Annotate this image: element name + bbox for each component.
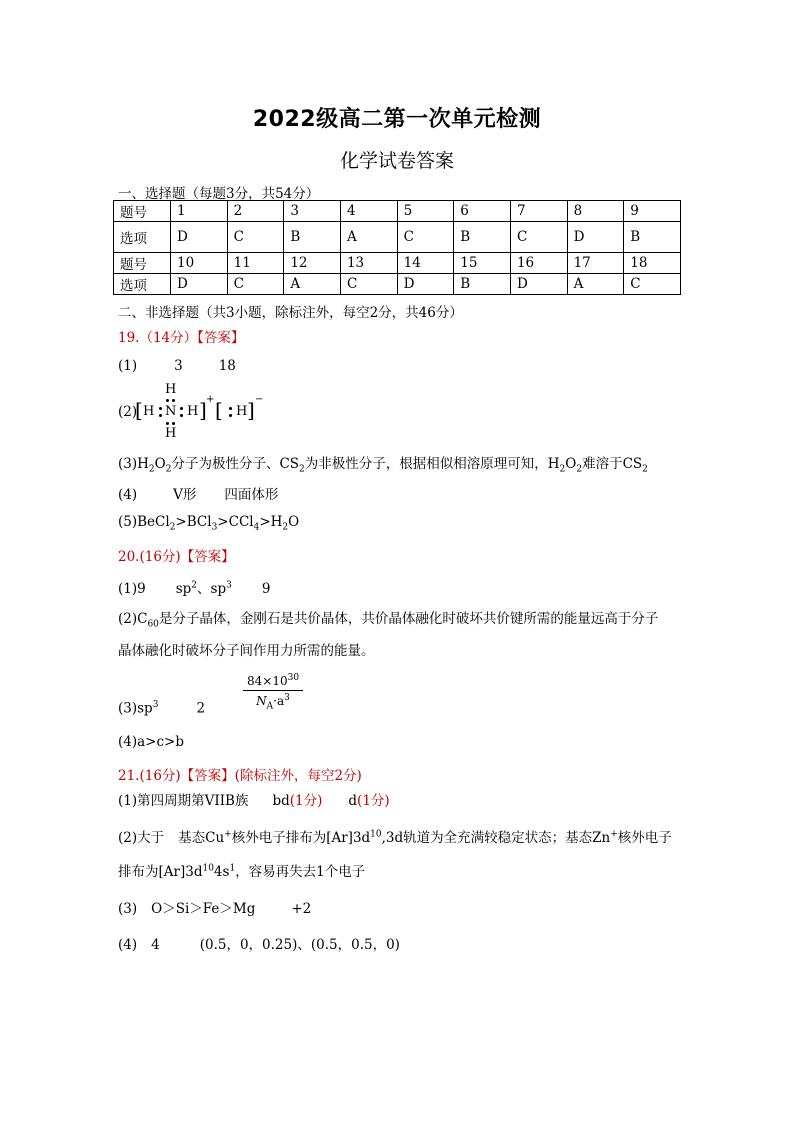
table-cell: D bbox=[171, 222, 228, 253]
part-label: (1) bbox=[118, 358, 138, 374]
table-cell: 5 bbox=[397, 201, 454, 222]
q21-part2: (2)大于 基态Cu+核外电子排布为$[Ar]3d^{10},3d$轨道为全充满较稳定状态；基态Zn+核外电子 bbox=[118, 829, 672, 846]
q20-part4: (4)a>c>b bbox=[118, 734, 184, 750]
atom: H bbox=[187, 404, 199, 419]
answer: 18 bbox=[218, 358, 236, 374]
atom: H bbox=[165, 426, 177, 441]
answer: 3 bbox=[174, 358, 183, 374]
bracket: ] bbox=[199, 398, 207, 422]
q19-part3: $(3)H_2O_2$分子为极性分子、$CS_2$为非极性分子，根据相似相溶原理可知，$H_2O_2$难溶于$CS_2$ bbox=[118, 456, 648, 475]
table-cell: 3 bbox=[284, 201, 341, 222]
q20-heading: 20.(16分)【答案】 bbox=[118, 549, 235, 565]
table-cell: A bbox=[567, 274, 624, 295]
table-cell: 选项 bbox=[114, 222, 171, 253]
q21-part3: (3) O＞Si＞Fe＞Mg +2 bbox=[118, 901, 312, 917]
table-cell: C bbox=[624, 274, 681, 295]
table-cell: C bbox=[227, 274, 284, 295]
table-cell: 13 bbox=[340, 253, 397, 274]
bracket: [ bbox=[215, 398, 223, 422]
table-cell: 17 bbox=[567, 253, 624, 274]
q20-part1: (1)9 $sp^2$、$sp^3$ 9 bbox=[118, 580, 271, 597]
q20-part2-cont: 晶体融化时破坏分子间作用力所需的能量。 bbox=[118, 643, 375, 659]
table-row bbox=[114, 274, 681, 295]
table-cell: 选项 bbox=[114, 274, 171, 295]
page-title: 2022级高二第一次单元检测 bbox=[252, 107, 542, 132]
table-cell: 15 bbox=[454, 253, 511, 274]
table-cell: 7 bbox=[510, 201, 567, 222]
q19-part2-label: (2) bbox=[118, 404, 138, 420]
table-cell: 8 bbox=[567, 201, 624, 222]
table-cell: 6 bbox=[454, 201, 511, 222]
table-row bbox=[114, 222, 681, 253]
table-cell: B bbox=[454, 274, 511, 295]
table-cell: D bbox=[397, 274, 454, 295]
table-cell: B bbox=[284, 222, 341, 253]
table-cell: 题号 bbox=[114, 253, 171, 274]
q19-part1 bbox=[118, 358, 236, 374]
atom: H bbox=[236, 404, 248, 419]
q21-part1: (1)第四周期第VIIB族 bd(1分) d(1分) bbox=[118, 793, 390, 809]
q19-part5: $(5)BeCl_2>BCl_3>CCl_4>H_2O$ bbox=[118, 514, 300, 533]
q19-part4: (4) V形 四面体形 bbox=[118, 487, 279, 503]
section2-heading: 二、非选择题（共3小题，除标注外，每空2分，共46分） bbox=[118, 305, 463, 321]
table-cell: C bbox=[340, 274, 397, 295]
table-cell: 题号 bbox=[114, 201, 171, 222]
table-cell: A bbox=[284, 274, 341, 295]
charge: + bbox=[206, 394, 215, 405]
table-cell: 10 bbox=[171, 253, 228, 274]
table-cell: 12 bbox=[284, 253, 341, 274]
section1-heading: 一、选择题（每题3分，共54分） bbox=[118, 186, 320, 202]
q21-heading: 21.(16分)【答案】(除标注外，每空2分) bbox=[118, 768, 362, 784]
bracket: ] bbox=[247, 398, 255, 422]
table-cell: 4 bbox=[340, 201, 397, 222]
table-cell: D bbox=[567, 222, 624, 253]
table-cell: B bbox=[624, 222, 681, 253]
numerator: $84\times 10^{30}$ bbox=[243, 673, 303, 691]
q19-heading: 19.（14分）【答案】 bbox=[118, 330, 245, 346]
page-subtitle: 化学试卷答案 bbox=[339, 150, 454, 172]
table-cell: 2 bbox=[227, 201, 284, 222]
table-cell: B bbox=[454, 222, 511, 253]
table-cell: C bbox=[510, 222, 567, 253]
table-cell: 14 bbox=[397, 253, 454, 274]
table-cell: A bbox=[340, 222, 397, 253]
density-formula bbox=[243, 673, 303, 711]
atom: H bbox=[143, 404, 155, 419]
q20-part3: $(3)sp^3$ 2 bbox=[118, 700, 206, 717]
atom: H bbox=[165, 382, 177, 397]
table-cell: C bbox=[227, 222, 284, 253]
table-cell: 9 bbox=[624, 201, 681, 222]
table-row bbox=[114, 253, 681, 274]
table-cell: D bbox=[510, 274, 567, 295]
charge: − bbox=[255, 394, 264, 405]
q21-part4: (4) 4 (0.5，0，0.25)、(0.5，0.5，0) bbox=[118, 937, 400, 953]
atom: N bbox=[165, 404, 177, 419]
q20-part2: $(2)C_{60}$是分子晶体，金刚石是共价晶体，共价晶体融化时破坏共价键所需的能量远高于分子 bbox=[118, 611, 659, 630]
electron-dot-formula bbox=[135, 382, 265, 442]
table-cell: 11 bbox=[227, 253, 284, 274]
table-cell: 1 bbox=[171, 201, 228, 222]
table-cell: 16 bbox=[510, 253, 567, 274]
table-cell: 18 bbox=[624, 253, 681, 274]
table-cell: D bbox=[171, 274, 228, 295]
answer-table bbox=[113, 200, 681, 295]
bracket: [ bbox=[135, 398, 143, 422]
table-cell: C bbox=[397, 222, 454, 253]
q21-part2-cont: 排布为$[Ar]3d^{10}4s^1$，容易再失去1个电子 bbox=[118, 863, 366, 880]
denominator: $N_A\cdot a^3$ bbox=[256, 693, 290, 712]
table-row bbox=[114, 201, 681, 222]
